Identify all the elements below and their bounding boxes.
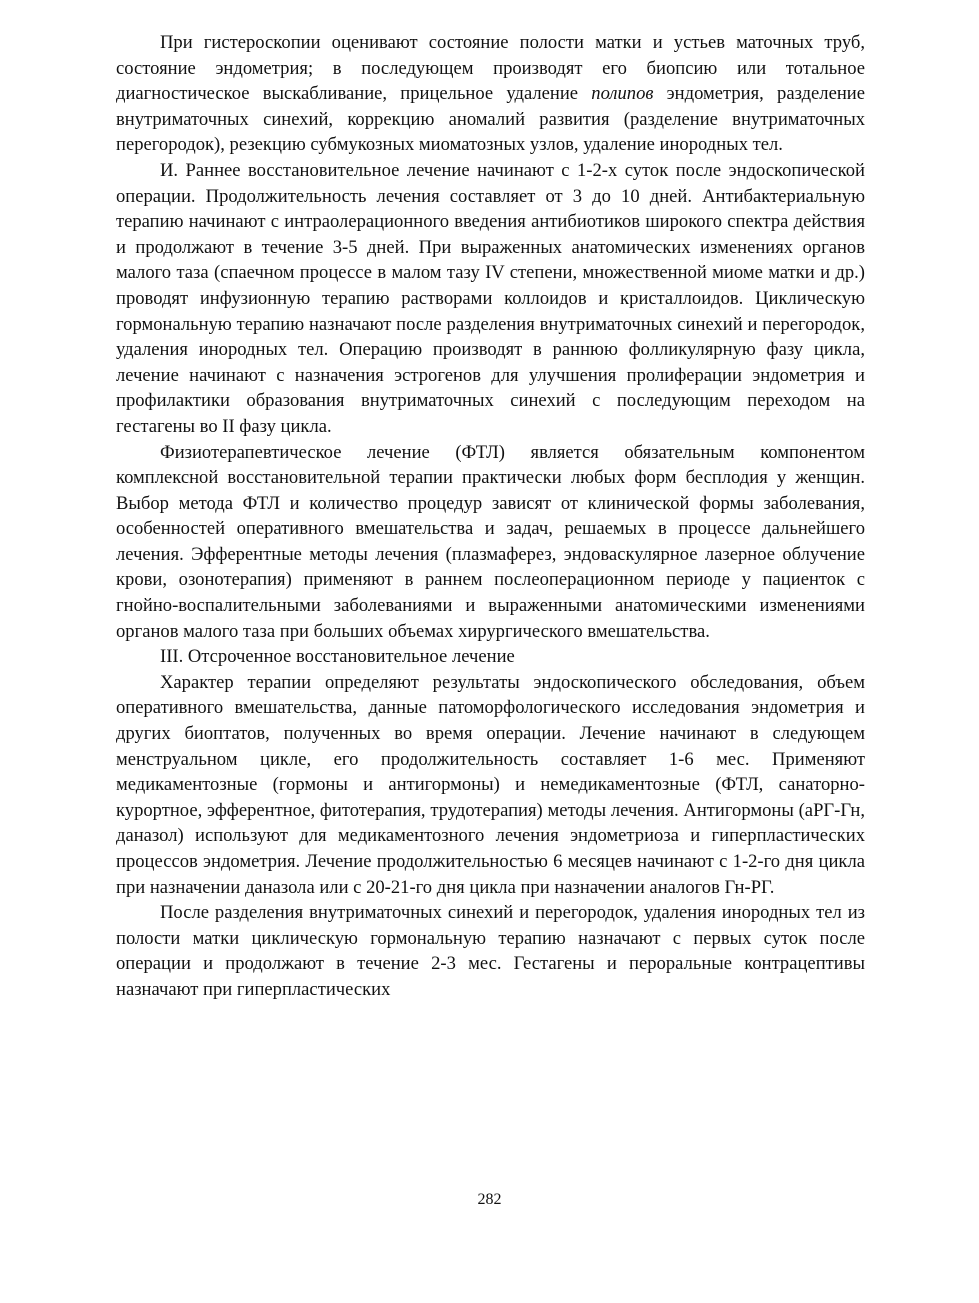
page-number: 282: [477, 1191, 502, 1208]
document-page: [116, 30, 865, 1003]
italic-term: полипов: [591, 83, 654, 105]
section-heading: III. Отсроченное восстановительное лечение: [160, 646, 515, 668]
paragraph-hormonal-therapy: После разделения внутриматочных синехий и перегородок, удаления инородных тел из полости матки циклическую гормональную терапию назначают с первых суток после операции и продолжают в течение 2-3 мес. Гестагены и пероральные контрацептивы назначают при гиперпластических: [116, 902, 865, 1000]
text-run: эндометрия, разделение внутриматочных синехий, коррекцию аномалий развития (разделение внутриматочных перегородок), резекцию субмукозных миоматозных узлов, удаление инородных тел.: [116, 83, 865, 156]
paragraph-delayed-therapy: Характер терапии определяют результаты эндоскопического обследования, объем оперативного вмешательства, данные патоморфологического исследования эндометрия и других биоптатов, полученных во время операции. Лечение начинают в следующем менструальном цикле, его продолжительность составляет 1-6 мес. Применяют медикаментозные (гормоны и антигормоны) и немедикаментозные (ФТЛ, санаторно-курортное, эфферентное, фитотерапия, трудотерапия) методы лечения. Антигормоны (аРГ-Гн, даназол) используют для медикаментозного лечения эндометриоза и гиперпластических процессов эндометрия. Лечение продолжительностью 6 месяцев начинают с 1-2-го дня цикла при назначении даназола или с 20-21-го дня цикла при назначении аналогов Гн-РГ.: [116, 671, 865, 898]
text-run: При гистероскопии оценивают состояние полости матки и устьев маточных труб, состояние эндометрия; в последующем производят его биопсию или тотальное диагностическое выскабливание, прицельное удаление: [116, 32, 865, 105]
paragraph-physiotherapy: Физиотерапевтическое лечение (ФТЛ) является обязательным компонентом комплексной восстановительной терапии практически любых форм бесплодия у женщин. Выбор метода ФТЛ и количество процедур зависят от клинической формы заболевания, особенностей оперативного вмешательства и задач, решаемых в процессе дальнейшего лечения. Эфферентные методы лечения (плазмаферез, эндоваскулярное лазерное облучение крови, озонотерапия) применяют в раннем послеоперационном периоде у пациенток с гнойно-воспалительными заболеваниями и выраженными анатомическими изменениями органов малого таза при больших объемах хирургического вмешательства.: [116, 441, 865, 642]
paragraph-early-recovery: И. Раннее восстановительное лечение начинают с 1-2-х суток после эндоскопической операции. Продолжительность лечения составляет от 3 до 10 дней. Антибактериальную терапию начинают с интраолерационного введения антибиотиков широкого спектра действия и продолжают в течение 3-5 дней. При выраженных анатомических изменениях органов малого таза (спаечном процессе в малом тазу IV степени, множественной миоме матки и др.) проводят инфузионную терапию растворами коллоидов и кристаллоидов. Циклическую гормональную терапию назначают после разделения внутриматочных синехий и перегородок, удаления инородных тел. Операцию производят в раннюю фолликулярную фазу цикла, лечение начинают с назначения эстрогенов для улучшения пролиферации эндометрия и профилактики образования внутриматочных синехий с последующим переходом на гестагены во II фазу цикла.: [116, 159, 865, 437]
paragraph-hysteroscopy: [116, 30, 865, 158]
